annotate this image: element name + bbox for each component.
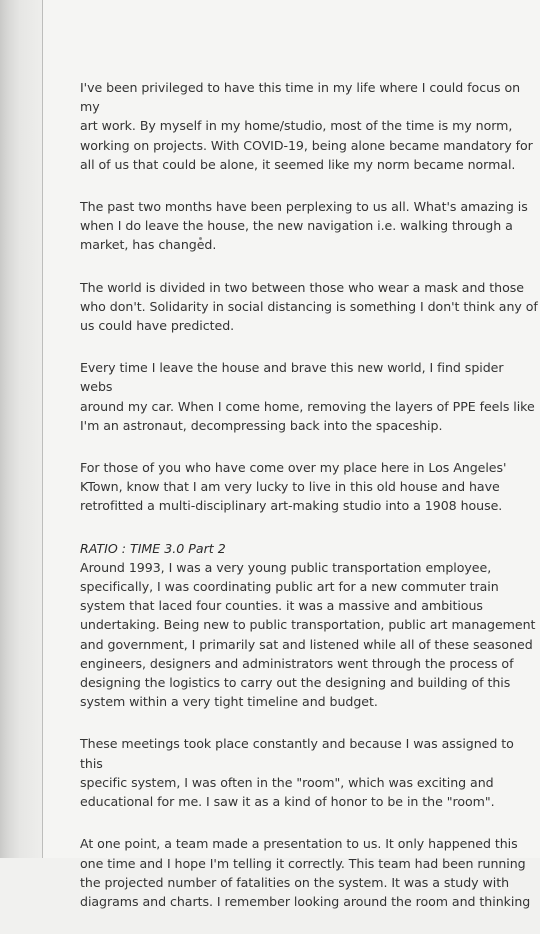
section-heading: RATIO : TIME 3.0 Part 2	[80, 540, 226, 556]
paragraph-intro-5: For those of you who have come over my place here in Los Angeles' KTown, know that I am very lucky to live in this old house and have retrofitted a multi-disciplinary art-making studio into a 1908 house.	[80, 460, 507, 514]
paragraph-intro-3: The world is divided in two between those who wear a mask and those who don't. Solidarity in social distancing is something I don't think any of us could have predicted.	[80, 279, 538, 334]
paragraph-section-3: At one point, a team made a presentation to us. It only happened this one time and I hope I'm telling it correctly. This team had been running the projected number of fatalities on the system. It was a study with diagrams and charts. I remember looking around the room and thinking	[80, 836, 531, 909]
paragraph-section-1: Around 1993, I was a very young public transportation employee, specifically, I was coordinating public art for a new commuter train system that laced four counties. it was a massive and ambitious undertaking. Being new to public transportation, public art management and government, I primarily sat and listened while all of these seasoned engineers, designers and administrators went through the process of designing the logistics to carry out the designing and building of this system within a very tight timeline and budget.	[80, 559, 536, 710]
document-body	[80, 78, 538, 934]
paragraph-section-2: These meetings took place constantly and because I was assigned to this specific system, I was often in the "room", which was exciting and educational for me. I saw it as a kind of honor to be in the "room".	[80, 736, 514, 810]
paragraph-intro-4: Every time I leave the house and brave this new world, I find spider webs around my car. When I come home, removing the layers of PPE feels like I'm an astronaut, decompressing back into the spaceship.	[80, 360, 535, 433]
scan-left-edge	[0, 0, 42, 858]
paragraph-intro-2: The past two months have been perplexing to us all. What's amazing is when I do leave the house, the new navigation i.e. walking through a market, has changed.	[80, 199, 528, 253]
paragraph-intro-1: I've been privileged to have this time in my life where I could focus on my art work. By myself in my home/studio, most of the time is my norm, working on projects. With COVID-19, being alone became mandatory for all of us that could be alone, it seemed like my norm became normal.	[80, 80, 533, 172]
